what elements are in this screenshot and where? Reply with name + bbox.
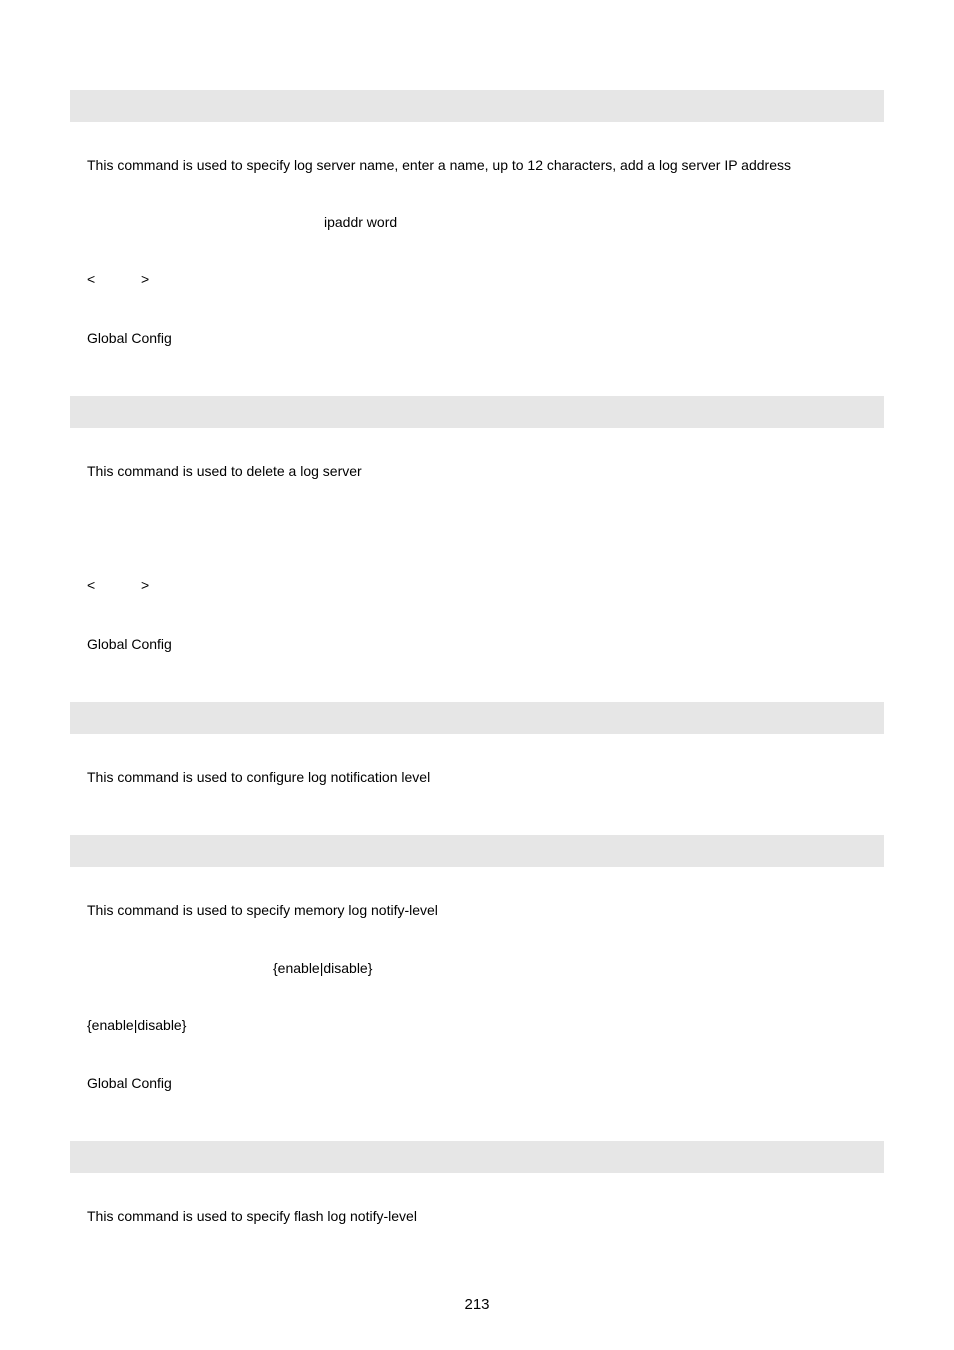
parameter-close-bracket: > [141, 577, 150, 593]
command-parameter: {enable|disable} [87, 1017, 187, 1033]
command-description: This command is used to specify memory log notify-level [87, 902, 438, 918]
command-description: This command is used to delete a log server [87, 463, 362, 479]
parameter-open-bracket: < [87, 577, 96, 593]
command-description: This command is used to specify log server name, enter a name, up to 12 characters, add a log server IP address [87, 157, 791, 173]
parameter-open-bracket: < [87, 271, 96, 287]
command-header-bar [70, 835, 884, 867]
command-mode: Global Config [87, 636, 172, 652]
parameter-close-bracket: > [141, 271, 150, 287]
command-description: This command is used to configure log notification level [87, 769, 431, 785]
command-description: This command is used to specify flash log notify-level [87, 1208, 417, 1224]
command-syntax: ipaddr word [324, 214, 398, 230]
page-number: 213 [464, 1296, 490, 1313]
command-mode: Global Config [87, 1075, 172, 1091]
command-header-bar [70, 702, 884, 734]
command-header-bar [70, 1141, 884, 1173]
command-header-bar [70, 90, 884, 122]
command-syntax: {enable|disable} [273, 960, 373, 976]
command-mode: Global Config [87, 330, 172, 346]
command-header-bar [70, 396, 884, 428]
